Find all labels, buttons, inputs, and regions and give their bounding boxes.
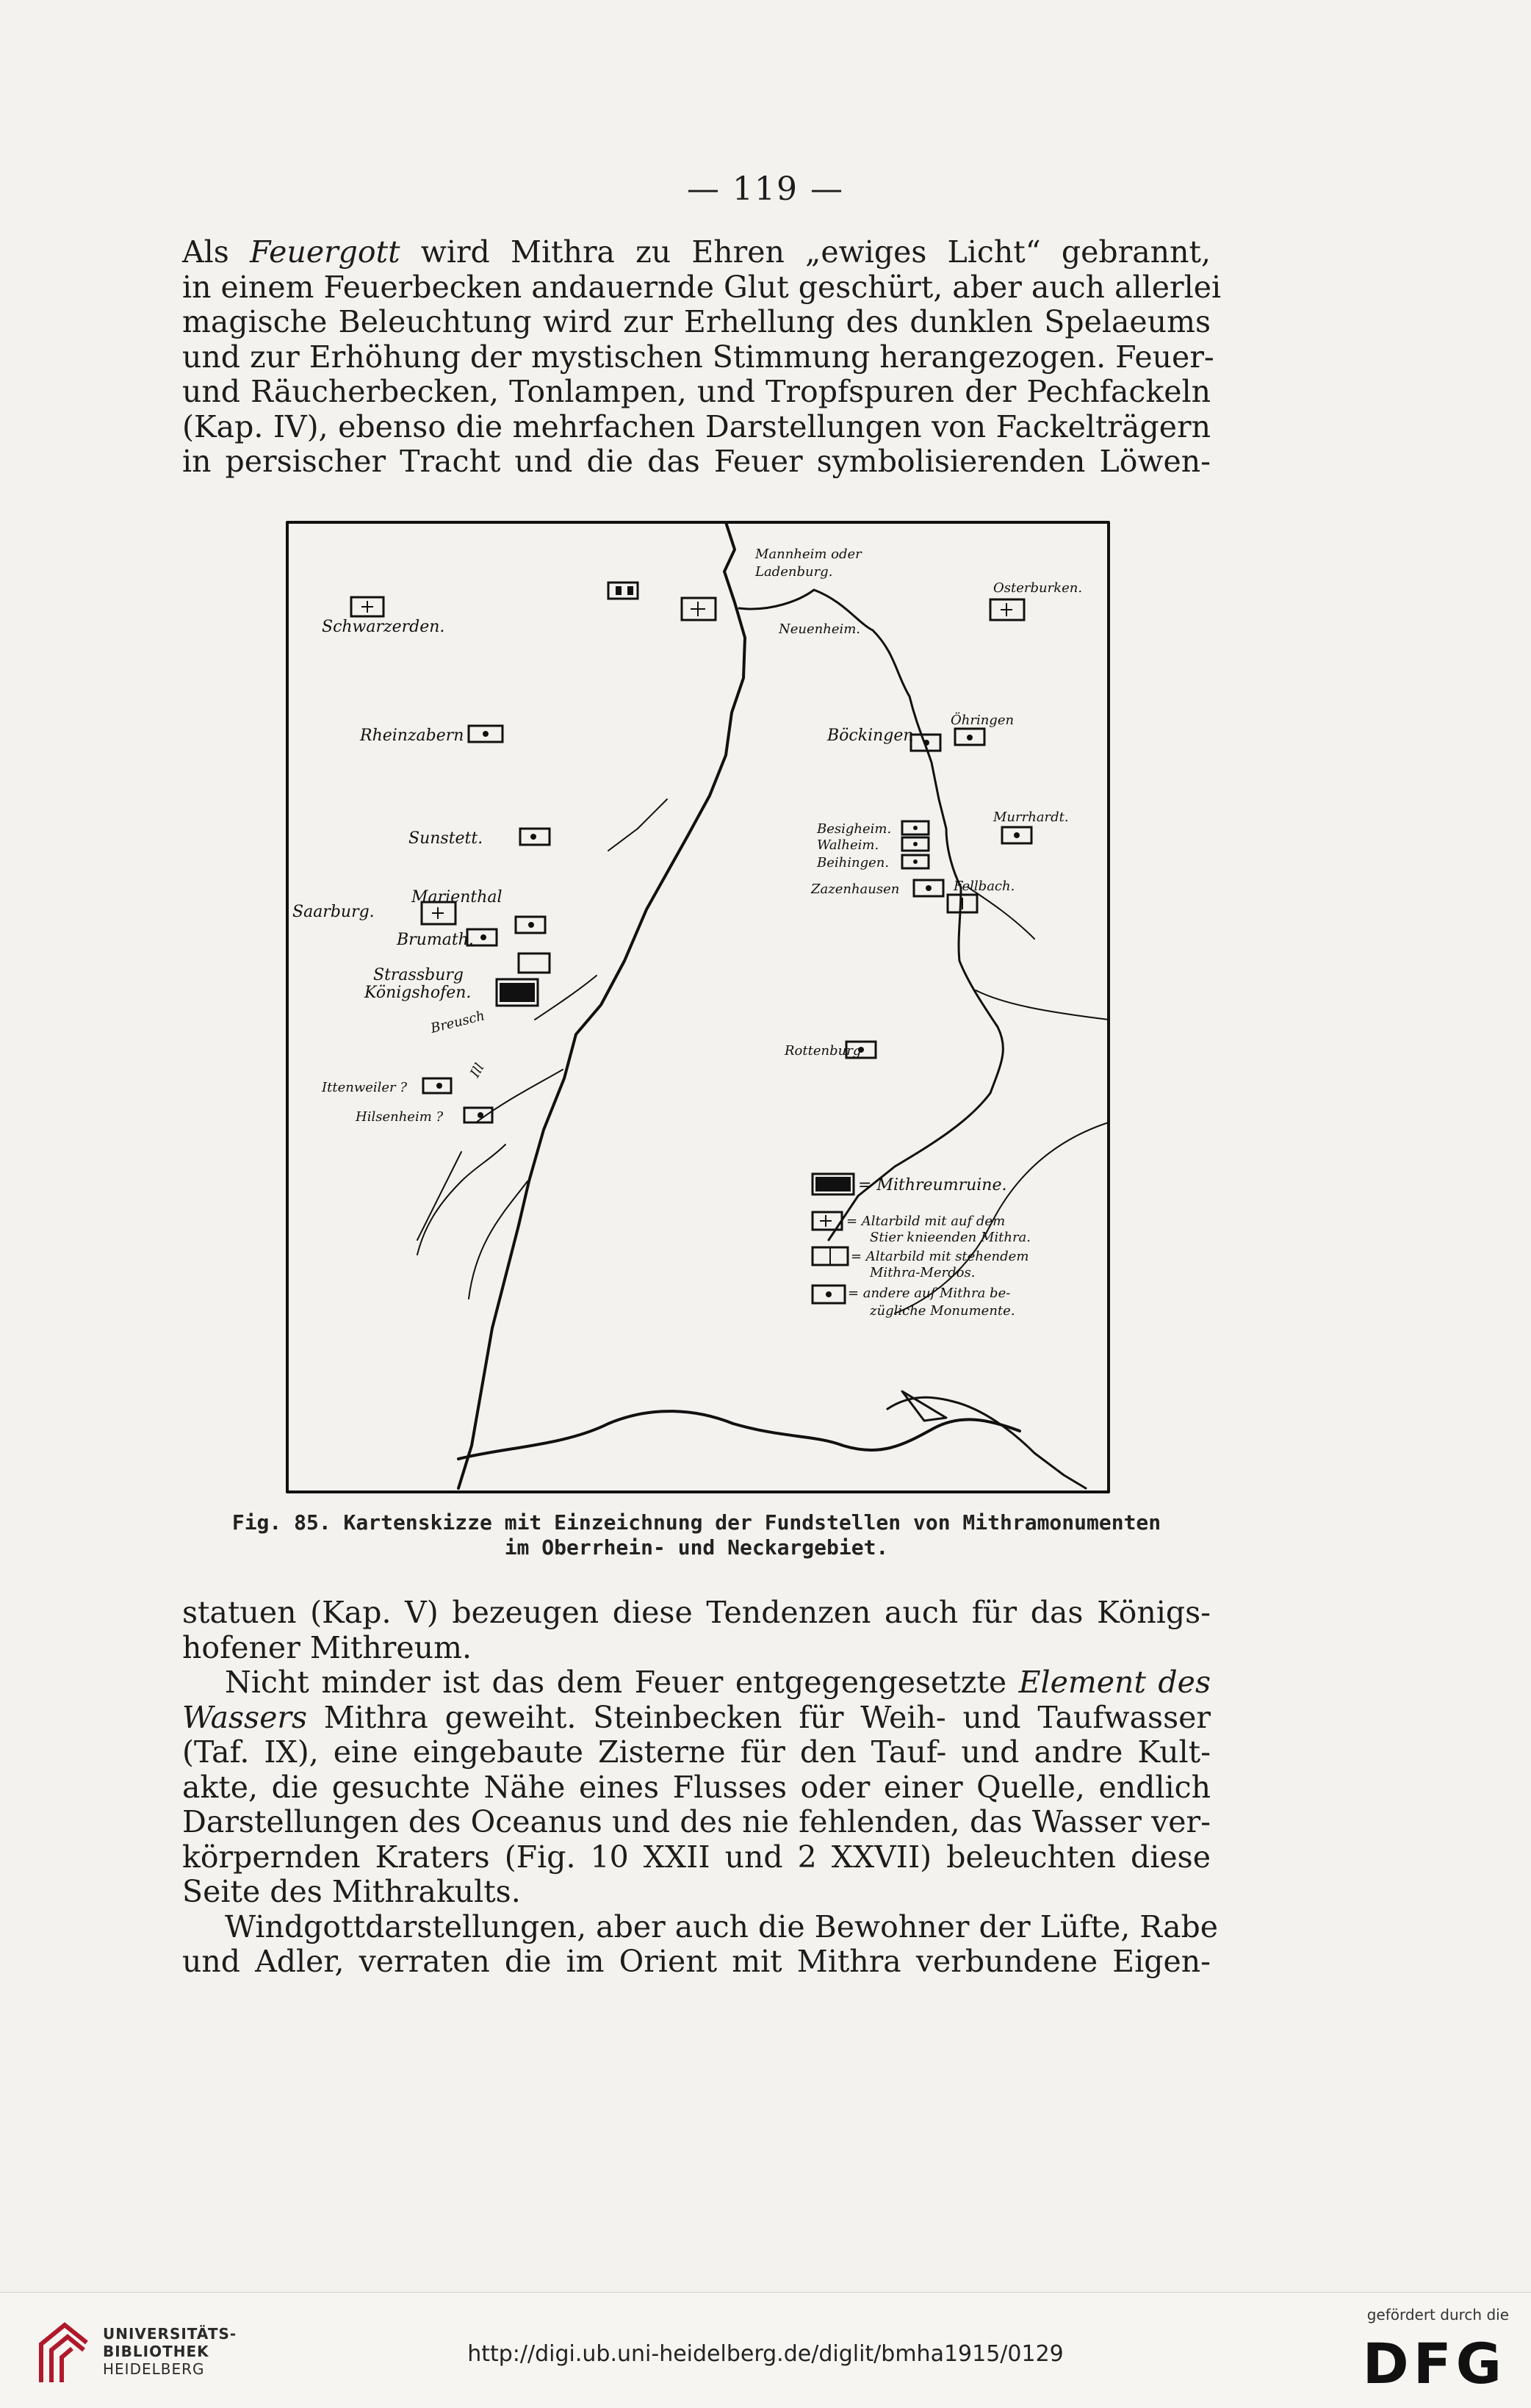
dfg-logo: DFG xyxy=(1362,2331,1506,2396)
map-label: Marienthal xyxy=(411,888,502,906)
figure-caption xyxy=(182,1510,1211,1560)
map-label: Zazenhausen xyxy=(811,882,900,897)
map-label: Walheim. xyxy=(817,837,879,853)
text-line: Wassers Mithra geweiht. Steinbecken für Weih- und Taufwasser xyxy=(182,1699,1211,1735)
text-line: und zur Erhöhung der mystischen Stimmung herangezogen. Feuer- xyxy=(182,339,1214,375)
caption-line: Fig. 85. Kartenskizze mit Einzeichnung der Fundstellen von Mithramonumenten xyxy=(231,1510,1161,1535)
map-label: Sunstett. xyxy=(408,829,483,848)
text-line: Seite des Mithrakults. xyxy=(182,1874,521,1909)
map-sketch xyxy=(285,520,1111,1494)
map-label: Rheinzabern xyxy=(360,727,464,745)
map-label: Neuenheim. xyxy=(779,621,861,637)
map-label: Brumath. xyxy=(397,931,474,949)
permalink-url[interactable]: http://digi.ub.uni-heidelberg.de/diglit/bmha1915/0129 xyxy=(467,2341,1064,2367)
text-line: in persischer Tracht und die das Feuer symbolisierenden Löwen- xyxy=(182,444,1211,479)
map-label: Schwarzerden. xyxy=(322,618,445,636)
map-label: Mannheim oder xyxy=(755,547,862,562)
text-line: (Kap. IV), ebenso die mehrfachen Darstellungen von Fackelträgern xyxy=(182,408,1211,444)
legend-item: Stier knieenden Mithra. xyxy=(870,1230,1031,1245)
legend-item: = Altarbild mit stehendem xyxy=(851,1249,1029,1264)
map-label: Saarburg. xyxy=(292,903,375,921)
text-line: magische Beleuchtung wird zur Erhellung des dunklen Spelaeums xyxy=(182,304,1211,339)
text-line: (Taf. IX), eine eingebaute Zisterne für den Tauf- und andre Kult- xyxy=(182,1734,1211,1770)
text-line: Windgottdarstellungen, aber auch die Bewohner der Lüfte, Rabe xyxy=(225,1908,1219,1944)
map-label: Rottenburg xyxy=(785,1043,862,1059)
paragraph-fire-god xyxy=(182,234,1222,480)
university-name-line: BIBLIOTHEK xyxy=(103,2343,209,2360)
text-line: Nicht minder ist das dem Feuer entgegengesetzte Element des xyxy=(225,1665,1211,1700)
text-line: statuen (Kap. V) bezeugen diese Tendenzen auch für das Königs- xyxy=(182,1595,1211,1630)
legend-item: = Altarbild mit auf dem xyxy=(846,1214,1006,1229)
legend-item: = Mithreumruine. xyxy=(858,1176,1007,1194)
map-label: Beihingen. xyxy=(817,855,890,870)
map-label: Öhringen xyxy=(951,713,1015,728)
text-line: Darstellungen des Oceanus und des nie fehlenden, das Wasser ver- xyxy=(182,1804,1211,1839)
map-label: Ill xyxy=(467,1060,488,1081)
map-label: Hilsenheim ? xyxy=(356,1109,444,1125)
funding-note: gefördert durch die xyxy=(1366,2306,1509,2324)
text-line: und Adler, verraten die im Orient mit Mithra verbundene Eigen- xyxy=(182,1944,1211,1979)
legend-item: = andere auf Mithra be- xyxy=(848,1286,1011,1301)
footer-bar xyxy=(0,2292,1531,2408)
map-label: Fellbach. xyxy=(954,879,1015,894)
map-label: Königshofen. xyxy=(364,984,472,1002)
map-label: Besigheim. xyxy=(817,821,892,837)
page-number: — 119 — xyxy=(687,170,844,208)
legend-item: Mithra-Merdos. xyxy=(870,1265,976,1280)
paragraph-water-element xyxy=(182,1595,1219,1980)
map-label: Ladenburg. xyxy=(755,564,833,580)
map-label: Böckingen xyxy=(827,727,914,745)
map-figure xyxy=(285,520,1111,1494)
university-name-line: UNIVERSITÄTS- xyxy=(103,2325,237,2343)
text-line: Als Feuergott wird Mithra zu Ehren „ewiges Licht“ gebrannt, xyxy=(182,234,1211,270)
map-label: Ittenweiler ? xyxy=(322,1080,408,1095)
legend-item: zügliche Monumente. xyxy=(870,1303,1015,1319)
caption-line: im Oberrhein- und Neckargebiet. xyxy=(504,1535,889,1560)
university-name-line: HEIDELBERG xyxy=(103,2360,205,2378)
text-line: akte, die gesuchte Nähe eines Flusses oder einer Quelle, endlich xyxy=(182,1769,1211,1805)
text-line: und Räucherbecken, Tonlampen, und Tropfspuren der Pechfackeln xyxy=(182,374,1211,409)
map-label: Murrhardt. xyxy=(993,810,1069,825)
map-label: Osterburken. xyxy=(993,580,1083,596)
text-line: hofener Mithreum. xyxy=(182,1629,472,1665)
text-line: in einem Feuerbecken andauernde Glut geschürt, aber auch allerlei xyxy=(182,269,1222,305)
text-line: körpernden Kraters (Fig. 10 XXII und 2 XXVII) beleuchten diese xyxy=(182,1839,1211,1875)
map-label: Breusch xyxy=(429,1008,486,1037)
map-label: Strassburg xyxy=(373,966,464,984)
